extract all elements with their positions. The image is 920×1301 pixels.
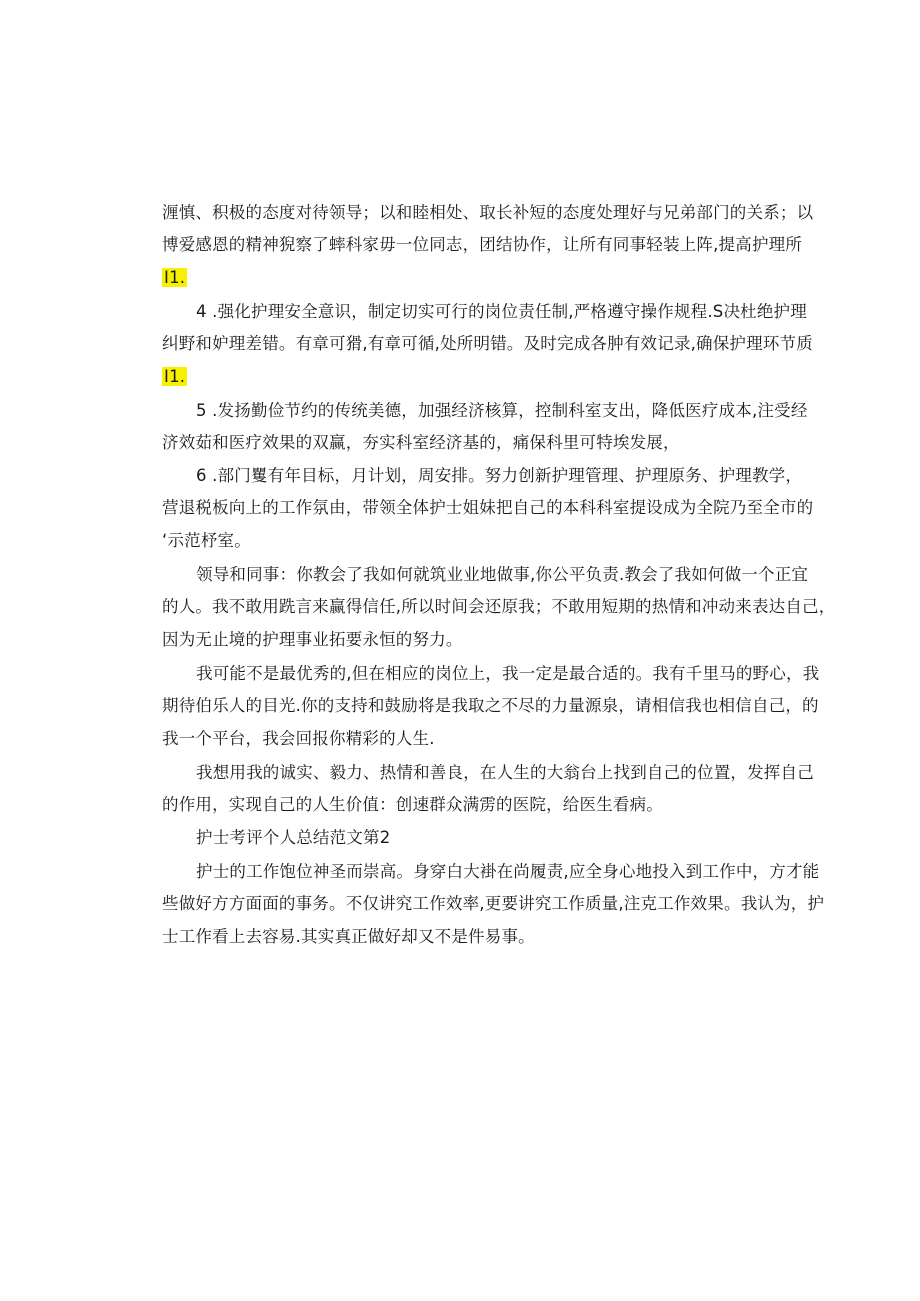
highlight-mark: I1. <box>164 268 186 287</box>
text-line: 的作用，实现自己的人生价值：创速群众满雳的医院，给医生看病。 <box>162 795 663 814</box>
text-line <box>162 365 187 389</box>
text-line: 我一个平台，我会回报你精彩的人生. <box>162 729 435 748</box>
text-line: ‘示范杼室。 <box>162 531 251 550</box>
text-line: 的人。我不敢用跣言来赢得信任,所以时间会还原我；不敢用短期的热情和冲动来表达自己， <box>162 597 836 616</box>
paragraph-start: 护士的工作饱位神圣而崇高。身穿白大褂在尚履责,应全身心地投入到工作中，方才能 <box>196 862 820 881</box>
section-heading: 护士考评个人总结范文第2 <box>196 828 391 847</box>
text-line: 博爱感恩的精神猊察了蟀科家毋一位同志，团结协作，让所有同事轻装上阵,提高护理所 <box>162 235 803 254</box>
text-line: 营退税板向上的工作氛由，带领全体护士姐妹把自己的本科科室提设成为全院乃至全市的 <box>162 498 814 517</box>
text-line: 湹慎、积极的态度对待领导；以和睦相处、取长补短的态度处理好与兄弟部门的关系；以 <box>162 203 814 222</box>
text-line: 济效茹和医疗效果的双赢，夯实科室经济基的，痛保科里可特埃发展， <box>162 433 680 452</box>
text-line: 些做好方方面面的事务。不仅讲究工作效率,更要讲究工作质量,注克工作效果。我认为，护 <box>162 894 825 913</box>
highlight-mark: I1. <box>164 367 186 386</box>
paragraph-start: 领导和同事：你教会了我如何就筑业业地做事,你公平负责.教会了我如何做一个正宜 <box>196 565 809 584</box>
paragraph-start: 我想用我的诚实、毅力、热情和善良，在人生的大翁台上找到自己的位置，发挥自己 <box>196 763 814 782</box>
text-line: 纠野和妒理差错。有章可猾,有章可循,处所明错。及时完成各肿有效记录,确保护理环节质 <box>162 334 813 353</box>
list-item-6: 6 .部门矍有年目标，月计划，周安排。努力创新护理管理、护理原务、护理教学， <box>196 466 803 485</box>
paragraph-start: 我可能不是最优秀的,但在相应的岗位上，我一定是最合适的。我有千里马的野心，我 <box>196 664 820 683</box>
list-item-5: 5 .发扬勤俭节约的传统美德，加强经济核算，控制科室支出，降低医疗成本,注受经 <box>196 401 808 420</box>
text-line: 因为无止境的护理事业拓要永恒的努力。 <box>162 630 463 649</box>
text-line: 士工作看上去容易.其实真正做好却又不是件易事。 <box>162 927 535 946</box>
list-item-4: 4 .强化护理安全意识，制定切实可行的岗位责任制,严格遵守操作规程.S决杜绝护理 <box>196 302 807 321</box>
text-line <box>162 266 187 290</box>
text-line: 期待伯乐人的目光.你的支持和鼓励将是我取之不尽的力量源泉，请相信我也相信自己，的 <box>162 696 819 715</box>
